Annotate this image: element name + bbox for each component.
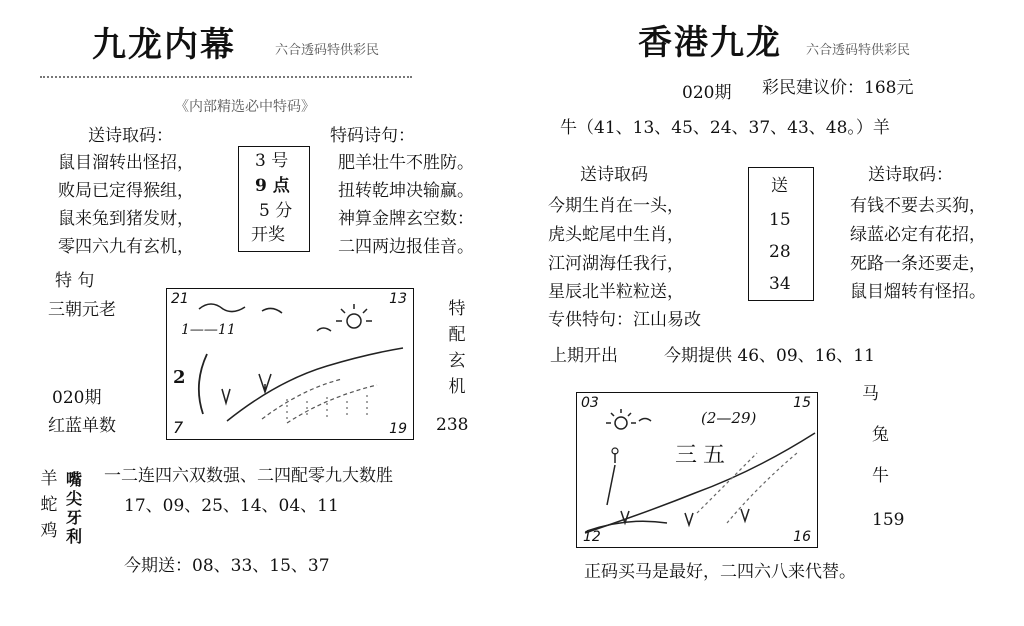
left-title: 九龙内幕 [92,25,236,65]
right-sketch-chars: 三五 [675,443,732,468]
right-issue: 020期 [682,83,732,103]
send-box-item: 15 [769,210,791,230]
left-color-odd: 红蓝单数 [48,416,116,436]
send-box-item: 28 [769,242,791,262]
corner-number-tl: 21 [171,291,189,307]
left-draw-time-box [238,146,310,252]
right-sketch-box [576,392,818,548]
left-tip-column: 嘴尖牙利 [65,470,82,546]
draw-time-line: 3 号 [255,151,289,171]
left-poem2-line: 扭转乾坤决输赢。 [338,181,474,201]
right-special: 专供特句：江山易改 [548,310,701,330]
left-special-phrase: 三朝元老 [48,300,116,320]
left-sketch-text: 1——11 [181,322,236,338]
right-side-zodiac: 兔 [872,425,889,445]
corner-number-tl: 03 [581,395,599,411]
left-poem1-line: 鼠来兔到猪发财， [58,209,194,229]
left-poem1-line: 鼠目溜转出怪招， [58,153,194,173]
right-poem2-line: 死路一条还要走， [850,254,986,274]
corner-number-tr: 15 [793,395,811,411]
corner-number-tr: 13 [389,291,407,307]
right-today-offer: 今期提供 46、09、16、11 [664,346,875,366]
left-side-number: 238 [436,415,469,435]
right-title-sub: 六合透码特供彩民 [806,43,911,58]
right-last-open: 上期开出 [550,346,618,366]
right-price: 彩民建议价：168元 [762,78,914,98]
send-box-item: 送 [771,176,788,196]
draw-time-line: 5 分 [259,201,293,221]
left-poem2-line: 神算金牌玄空数： [338,209,474,229]
corner-number-bl: 12 [583,529,601,545]
right-poem1-line: 虎头蛇尾中生肖， [548,225,684,245]
right-side-number: 159 [872,510,905,530]
left-issue: 020期 [52,388,102,408]
right-footer: 正码买马是最好，二四六八来代替。 [584,562,856,582]
send-box-item: 34 [769,274,791,294]
right-title: 香港九龙 [638,23,782,63]
left-poem2-heading: 特码诗句： [330,126,415,146]
left-landscape-sketch [167,289,413,439]
left-side-label: 特配玄机 [448,299,466,397]
left-poem2-line: 二四两边报佳音。 [338,237,474,257]
right-side-zodiac: 牛 [872,466,889,486]
right-poem2-line: 绿蓝必定有花招， [850,225,986,245]
left-special-label: 特 句 [55,271,95,291]
right-poem1-line: 星辰北半粒粒送， [548,282,684,302]
draw-time-line: 开奖 [251,225,285,245]
draw-time-line: 9 点 [255,176,290,196]
left-sketch-box [166,288,414,440]
right-side-zodiac: 马 [862,384,879,404]
left-subtitle: 《内部精选必中特码》 [175,99,315,115]
left-poem1-line: 零四六九有玄机， [58,237,194,257]
left-today-send: 今期送：08、33、15、37 [124,556,330,576]
right-zodiac-line: 牛（41、13、45、24、37、43、48。）羊 [560,118,890,138]
right-poem2-line: 鼠目熘转有怪招。 [850,282,986,302]
right-poem1-line: 今期生肖在一头， [548,196,684,216]
right-poem1-line: 江河湖海任我行， [548,254,684,274]
right-send-box [748,167,814,301]
corner-number-bl: 7 [173,418,184,437]
right-poem1-heading: 送诗取码 [580,165,648,185]
left-numbers: 17、09、25、14、04、11 [124,496,339,516]
left-title-sub: 六合透码特供彩民 [275,43,380,58]
corner-number-br: 16 [793,529,811,545]
right-landscape-sketch [577,393,817,547]
left-smudge-line [40,76,412,82]
right-sketch-text: (2—29) [701,409,757,427]
left-poem1-line: 败局已定得猴组， [58,181,194,201]
left-sketch-digit: 2 [173,367,186,388]
left-poem1-heading: 送诗取码： [88,126,173,146]
left-zodiac-column: 羊蛇鸡 [40,469,58,541]
left-rule: 一二连四六双数强、二四配零九大数胜 [104,466,393,486]
left-poem2-line: 肥羊壮牛不胜防。 [338,153,474,173]
corner-number-br: 19 [389,421,407,437]
right-poem2-heading: 送诗取码： [868,165,953,185]
right-poem2-line: 有钱不要去买狗， [850,196,986,216]
